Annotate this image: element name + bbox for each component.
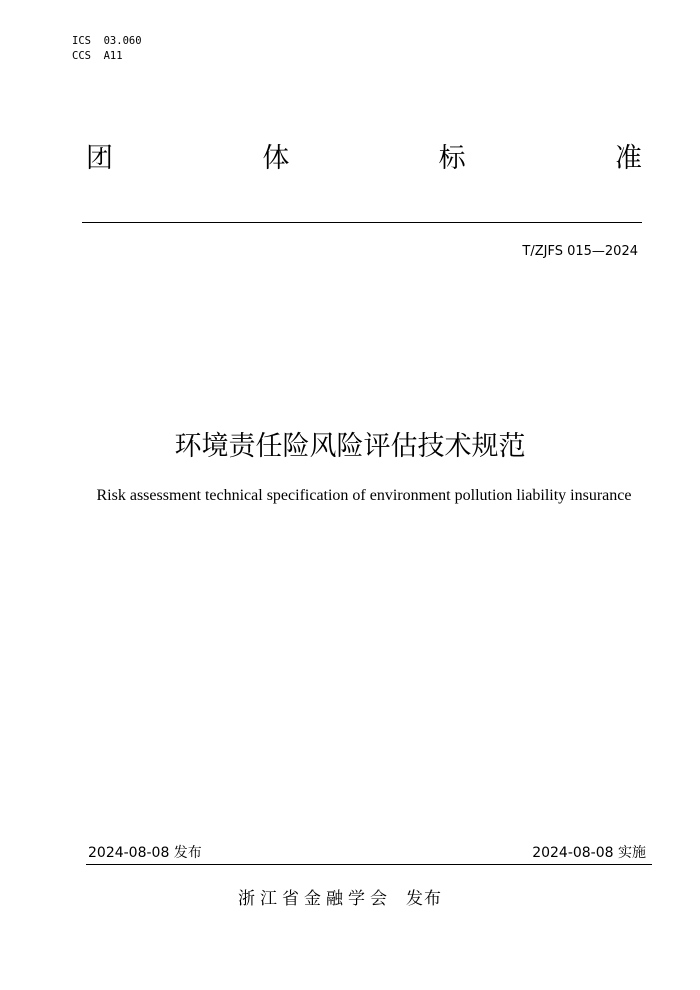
title-english: Risk assessment technical specification of environment pollution liability insurance bbox=[96, 487, 632, 504]
standard-type-char: 标 bbox=[438, 143, 466, 174]
classification-codes bbox=[72, 34, 142, 64]
ics-code: ICS 03.060 bbox=[72, 35, 142, 47]
standard-type-char: 体 bbox=[262, 143, 290, 174]
standard-number: T/ZJFS 015—2024 bbox=[522, 244, 638, 259]
standard-type-char: 准 bbox=[614, 143, 642, 174]
implement-date: 2024-08-08 实施 bbox=[532, 845, 646, 861]
top-divider bbox=[82, 222, 642, 223]
publisher-organization: 浙江省金融学会 bbox=[238, 889, 392, 909]
standard-type-heading bbox=[86, 136, 642, 176]
standard-type-char: 团 bbox=[86, 143, 113, 174]
date-row bbox=[88, 842, 648, 862]
publisher-action: 发布 bbox=[406, 889, 442, 909]
publisher-line bbox=[238, 884, 442, 909]
publish-date: 2024-08-08 发布 bbox=[88, 845, 202, 861]
title-chinese: 环境责任险风险评估技术规范 bbox=[174, 431, 526, 462]
ccs-code: CCS A11 bbox=[72, 50, 123, 62]
bottom-divider bbox=[86, 864, 652, 865]
